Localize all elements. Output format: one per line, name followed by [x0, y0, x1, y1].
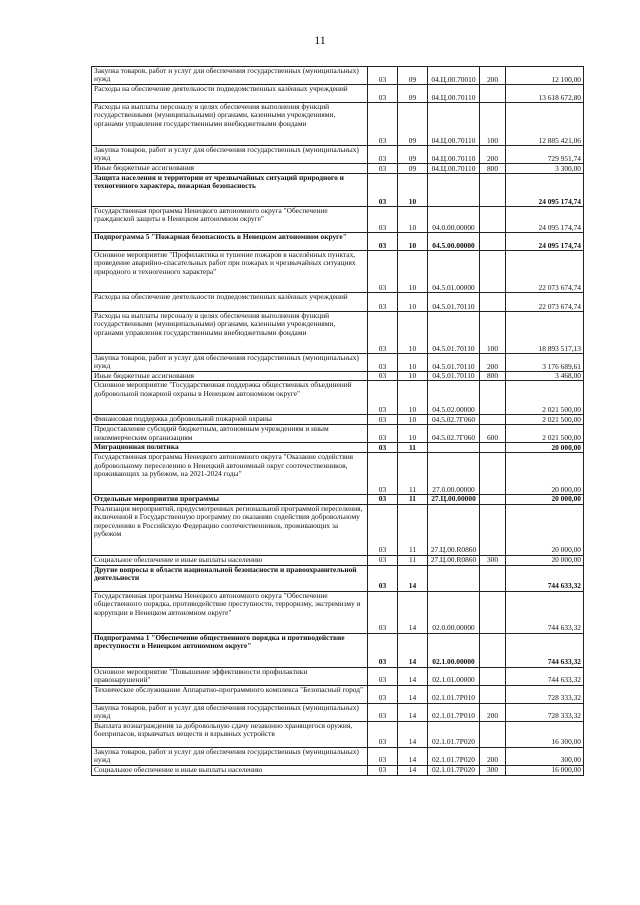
row-subsection-cell: 11 — [398, 443, 428, 453]
row-amount-cell: 2 021 500,00 — [506, 425, 584, 443]
row-name-cell: Финансовая поддержка добровольной пожарной охраны — [92, 415, 368, 425]
row-amount-cell: 16 000,00 — [506, 765, 584, 775]
row-section-cell: 03 — [368, 372, 398, 381]
row-amount-cell: 2 021 500,00 — [506, 381, 584, 415]
row-expense-type-cell — [480, 633, 506, 667]
row-expense-type-cell: 100 — [480, 312, 506, 354]
row-expense-type-cell — [480, 591, 506, 633]
table-row — [92, 565, 584, 591]
row-amount-cell: 20 000,00 — [506, 555, 584, 565]
row-name-cell: Отдельные мероприятия программы — [92, 495, 368, 504]
table-row — [92, 495, 584, 504]
row-subsection-cell: 14 — [398, 721, 428, 747]
row-target-article-cell: 02.0.00.00000 — [428, 591, 480, 633]
row-expense-type-cell: 200 — [480, 67, 506, 85]
row-subsection-cell: 14 — [398, 565, 428, 591]
row-section-cell: 03 — [368, 164, 398, 174]
row-expense-type-cell: 200 — [480, 703, 506, 721]
budget-table-body — [92, 67, 584, 776]
row-target-article-cell: 04.5.01.70110 — [428, 293, 480, 312]
row-expense-type-cell: 200 — [480, 146, 506, 164]
row-amount-cell: 18 893 517,13 — [506, 312, 584, 354]
row-target-article-cell: 02.1.01.7Р010 — [428, 703, 480, 721]
row-expense-type-cell — [480, 207, 506, 233]
row-section-cell: 03 — [368, 354, 398, 372]
table-row — [92, 747, 584, 765]
row-subsection-cell: 09 — [398, 103, 428, 146]
row-section-cell: 03 — [368, 251, 398, 293]
row-section-cell: 03 — [368, 685, 398, 703]
row-section-cell: 03 — [368, 103, 398, 146]
row-target-article-cell: 27.Ц.00.R0860 — [428, 504, 480, 555]
row-expense-type-cell — [480, 565, 506, 591]
row-target-article-cell: 02.1.00.00000 — [428, 633, 480, 667]
row-name-cell: Закупка товаров, работ и услуг для обеспечения государственных (муниципальных) нужд — [92, 67, 368, 85]
row-name-cell: Государственная программа Ненецкого автономного округа "Обеспечение гражданской защиты в Ненецком автономном округе" — [92, 207, 368, 233]
row-amount-cell: 20 000,00 — [506, 504, 584, 555]
table-row — [92, 633, 584, 667]
row-section-cell: 03 — [368, 495, 398, 504]
row-name-cell: Иные бюджетные ассигнования — [92, 164, 368, 174]
row-subsection-cell: 10 — [398, 425, 428, 443]
row-name-cell: Основное мероприятие "Государственная поддержка общественных объединений добровольной пожарной охраны в Ненецком автономном округе" — [92, 381, 368, 415]
row-amount-cell: 744 633,32 — [506, 667, 584, 685]
table-row — [92, 164, 584, 174]
table-row — [92, 685, 584, 703]
table-row — [92, 67, 584, 85]
row-name-cell: Расходы на выплаты персоналу в целях обеспечения выполнения функций государственными (муниципальными) органами, казенными учреждениями, органами управления государственными внебюджетными фондами — [92, 103, 368, 146]
row-section-cell: 03 — [368, 747, 398, 765]
row-amount-cell: 3 176 689,61 — [506, 354, 584, 372]
table-row — [92, 504, 584, 555]
row-name-cell: Государственная программа Ненецкого автономного округа "Оказание содействия добровольному переселению в Ненецкий автономный округ соотечественников, проживающих за рубежом, на 2021-2024 годы" — [92, 453, 368, 495]
row-subsection-cell: 10 — [398, 372, 428, 381]
row-target-article-cell: 04.5.01.70110 — [428, 312, 480, 354]
row-expense-type-cell: 600 — [480, 425, 506, 443]
row-amount-cell: 728 333,32 — [506, 703, 584, 721]
table-row — [92, 453, 584, 495]
row-target-article-cell — [428, 174, 480, 207]
table-row — [92, 425, 584, 443]
table-row — [92, 703, 584, 721]
row-expense-type-cell — [480, 85, 506, 103]
row-expense-type-cell — [480, 381, 506, 415]
row-section-cell: 03 — [368, 565, 398, 591]
row-section-cell: 03 — [368, 453, 398, 495]
row-name-cell: Основное мероприятие "Профилактика и тушение пожаров в населённых пунктах, проведение аварийно-спасательных работ при пожарах и чрезвычайных ситуациях природного и техногенного характера" — [92, 251, 368, 293]
row-target-article-cell: 04.5.02.00000 — [428, 381, 480, 415]
table-row — [92, 293, 584, 312]
row-target-article-cell: 27.Ц.00.00000 — [428, 495, 480, 504]
row-target-article-cell: 02.1.01.00000 — [428, 667, 480, 685]
row-expense-type-cell — [480, 504, 506, 555]
table-row — [92, 591, 584, 633]
table-row — [92, 233, 584, 251]
row-name-cell: Техническое обслуживание Аппаратно-программного комплекса "Безопасный город" — [92, 685, 368, 703]
table-row — [92, 251, 584, 293]
table-row — [92, 312, 584, 354]
row-name-cell: Защита населения и территории от чрезвычайных ситуаций природного и техногенного характера, пожарная безопасность — [92, 174, 368, 207]
row-subsection-cell: 10 — [398, 415, 428, 425]
row-target-article-cell: 27.Ц.00.R0860 — [428, 555, 480, 565]
row-section-cell: 03 — [368, 233, 398, 251]
page-number: 11 — [314, 33, 326, 47]
row-amount-cell: 20 000,00 — [506, 443, 584, 453]
row-target-article-cell: 27.0.00.00000 — [428, 453, 480, 495]
row-amount-cell: 3 300,00 — [506, 164, 584, 174]
row-section-cell: 03 — [368, 67, 398, 85]
row-name-cell: Расходы на обеспечение деятельности подведомственных казённых учреждений — [92, 293, 368, 312]
row-subsection-cell: 10 — [398, 207, 428, 233]
row-expense-type-cell — [480, 233, 506, 251]
table-row — [92, 372, 584, 381]
row-name-cell: Иные бюджетные ассигнования — [92, 372, 368, 381]
row-target-article-cell: 02.1.01.7Р020 — [428, 721, 480, 747]
row-expense-type-cell — [480, 174, 506, 207]
row-amount-cell: 24 095 174,74 — [506, 174, 584, 207]
row-expense-type-cell: 300 — [480, 555, 506, 565]
row-amount-cell: 3 468,00 — [506, 372, 584, 381]
row-amount-cell: 728 333,32 — [506, 685, 584, 703]
row-expense-type-cell — [480, 415, 506, 425]
row-amount-cell: 24 095 174,74 — [506, 233, 584, 251]
row-target-article-cell: 04.5.02.7Г060 — [428, 415, 480, 425]
row-section-cell: 03 — [368, 207, 398, 233]
row-section-cell: 03 — [368, 85, 398, 103]
row-amount-cell: 22 073 674,74 — [506, 293, 584, 312]
row-name-cell: Реализация мероприятий, предусмотренных региональной программой переселения, включенной в Государственную программу по оказанию содействия добровольному переселению в Российскую Федерацию соотечественников, проживающих за рубежом — [92, 504, 368, 555]
row-target-article-cell: 04.5.02.7Г060 — [428, 425, 480, 443]
row-section-cell: 03 — [368, 667, 398, 685]
row-subsection-cell: 09 — [398, 164, 428, 174]
row-expense-type-cell — [480, 685, 506, 703]
row-subsection-cell: 10 — [398, 251, 428, 293]
row-name-cell: Закупка товаров, работ и услуг для обеспечения государственных (муниципальных) нужд — [92, 146, 368, 164]
row-section-cell: 03 — [368, 703, 398, 721]
row-subsection-cell: 11 — [398, 504, 428, 555]
row-amount-cell: 20 000,00 — [506, 495, 584, 504]
row-section-cell: 03 — [368, 381, 398, 415]
row-section-cell: 03 — [368, 312, 398, 354]
row-name-cell: Закупка товаров, работ и услуг для обеспечения государственных (муниципальных) нужд — [92, 703, 368, 721]
row-subsection-cell: 10 — [398, 354, 428, 372]
row-expense-type-cell: 200 — [480, 747, 506, 765]
row-name-cell: Подпрограмма 1 "Обеспечение общественного порядка и противодействие преступности в Ненецком автономном округе" — [92, 633, 368, 667]
row-target-article-cell: 04.5.01.00000 — [428, 251, 480, 293]
row-expense-type-cell: 200 — [480, 354, 506, 372]
row-name-cell: Основное мероприятие "Повышение эффективности профилактики правонарушений" — [92, 667, 368, 685]
table-row — [92, 381, 584, 415]
row-section-cell: 03 — [368, 591, 398, 633]
row-target-article-cell: 04.Ц.00.70110 — [428, 85, 480, 103]
row-name-cell: Расходы на обеспечение деятельности подведомственных казённых учреждений — [92, 85, 368, 103]
row-section-cell: 03 — [368, 415, 398, 425]
table-row — [92, 667, 584, 685]
row-subsection-cell: 14 — [398, 765, 428, 775]
row-amount-cell: 16 300,00 — [506, 721, 584, 747]
row-subsection-cell: 14 — [398, 633, 428, 667]
row-expense-type-cell — [480, 667, 506, 685]
row-amount-cell: 22 073 674,74 — [506, 251, 584, 293]
row-name-cell: Предоставление субсидий бюджетным, автономным учреждениям и иным некоммерческим организациям — [92, 425, 368, 443]
row-name-cell: Социальное обеспечение и иные выплаты населению — [92, 765, 368, 775]
row-target-article-cell: 04.0.00.00000 — [428, 207, 480, 233]
row-subsection-cell: 14 — [398, 667, 428, 685]
row-name-cell: Расходы на выплаты персоналу в целях обеспечения выполнения функций государственными (муниципальными) органами, казенными учреждениями, органами управления государственными внебюджетными фондами — [92, 312, 368, 354]
row-section-cell: 03 — [368, 174, 398, 207]
table-row — [92, 415, 584, 425]
row-target-article-cell: 02.1.01.7Р010 — [428, 685, 480, 703]
row-subsection-cell: 10 — [398, 312, 428, 354]
row-subsection-cell: 11 — [398, 453, 428, 495]
row-name-cell: Выплата вознаграждения за добровольную сдачу незаконно хранящегося оружия, боеприпасов, взрывчатых веществ и взрывных устройств — [92, 721, 368, 747]
row-amount-cell: 20 000,00 — [506, 453, 584, 495]
row-section-cell: 03 — [368, 633, 398, 667]
row-subsection-cell: 10 — [398, 174, 428, 207]
row-section-cell: 03 — [368, 425, 398, 443]
row-section-cell: 03 — [368, 146, 398, 164]
row-expense-type-cell — [480, 453, 506, 495]
row-name-cell: Подпрограмма 5 "Пожарная безопасность в Ненецком автономном округе" — [92, 233, 368, 251]
row-target-article-cell: 04.5.01.70110 — [428, 354, 480, 372]
table-row — [92, 721, 584, 747]
row-amount-cell: 744 633,32 — [506, 633, 584, 667]
row-target-article-cell: 02.1.01.7Р020 — [428, 765, 480, 775]
row-amount-cell: 300,00 — [506, 747, 584, 765]
row-name-cell: Другие вопросы в области национальной безопасности и правоохранительной деятельности — [92, 565, 368, 591]
row-section-cell: 03 — [368, 504, 398, 555]
row-target-article-cell: 04.Ц.00.70010 — [428, 67, 480, 85]
row-subsection-cell: 11 — [398, 555, 428, 565]
row-amount-cell: 2 021 500,00 — [506, 415, 584, 425]
row-target-article-cell: 04.5.00.00000 — [428, 233, 480, 251]
table-row — [92, 85, 584, 103]
row-name-cell: Закупка товаров, работ и услуг для обеспечения государственных (муниципальных) нужд — [92, 354, 368, 372]
row-name-cell: Миграционная политика — [92, 443, 368, 453]
row-amount-cell: 729 951,74 — [506, 146, 584, 164]
budget-table — [91, 66, 584, 776]
table-row — [92, 555, 584, 565]
row-subsection-cell: 09 — [398, 146, 428, 164]
row-target-article-cell: 04.5.01.70110 — [428, 372, 480, 381]
row-subsection-cell: 10 — [398, 233, 428, 251]
table-row — [92, 765, 584, 775]
row-expense-type-cell — [480, 443, 506, 453]
row-expense-type-cell — [480, 495, 506, 504]
row-amount-cell: 744 633,32 — [506, 565, 584, 591]
row-amount-cell: 24 095 174,74 — [506, 207, 584, 233]
row-subsection-cell: 09 — [398, 67, 428, 85]
row-expense-type-cell: 800 — [480, 372, 506, 381]
row-expense-type-cell — [480, 293, 506, 312]
row-subsection-cell: 14 — [398, 747, 428, 765]
row-amount-cell: 12 100,00 — [506, 67, 584, 85]
row-section-cell: 03 — [368, 555, 398, 565]
row-subsection-cell: 14 — [398, 591, 428, 633]
row-target-article-cell — [428, 565, 480, 591]
row-subsection-cell: 11 — [398, 495, 428, 504]
row-section-cell: 03 — [368, 443, 398, 453]
row-name-cell: Социальное обеспечение и иные выплаты населению — [92, 555, 368, 565]
row-section-cell: 03 — [368, 721, 398, 747]
row-subsection-cell: 14 — [398, 703, 428, 721]
table-row — [92, 207, 584, 233]
row-subsection-cell: 09 — [398, 85, 428, 103]
table-row — [92, 174, 584, 207]
row-target-article-cell: 04.Ц.00.70110 — [428, 146, 480, 164]
row-amount-cell: 744 633,32 — [506, 591, 584, 633]
row-amount-cell: 12 885 421,06 — [506, 103, 584, 146]
row-section-cell: 03 — [368, 293, 398, 312]
row-target-article-cell — [428, 443, 480, 453]
row-expense-type-cell: 100 — [480, 103, 506, 146]
row-expense-type-cell: 800 — [480, 164, 506, 174]
row-subsection-cell: 10 — [398, 381, 428, 415]
row-target-article-cell: 04.Ц.00.70110 — [428, 103, 480, 146]
table-row — [92, 103, 584, 146]
row-target-article-cell: 04.Ц.00.70110 — [428, 164, 480, 174]
row-section-cell: 03 — [368, 765, 398, 775]
row-expense-type-cell — [480, 251, 506, 293]
table-row — [92, 146, 584, 164]
row-name-cell: Государственная программа Ненецкого автономного округа "Обеспечение общественного порядка, противодействие преступности, терроризму, экстремизму и коррупции в Ненецком автономном округе" — [92, 591, 368, 633]
table-row — [92, 354, 584, 372]
row-subsection-cell: 14 — [398, 685, 428, 703]
row-target-article-cell: 02.1.01.7Р020 — [428, 747, 480, 765]
row-subsection-cell: 10 — [398, 293, 428, 312]
row-amount-cell: 13 618 672,80 — [506, 85, 584, 103]
row-expense-type-cell — [480, 721, 506, 747]
table-row — [92, 443, 584, 453]
row-expense-type-cell: 300 — [480, 765, 506, 775]
row-name-cell: Закупка товаров, работ и услуг для обеспечения государственных (муниципальных) нужд — [92, 747, 368, 765]
